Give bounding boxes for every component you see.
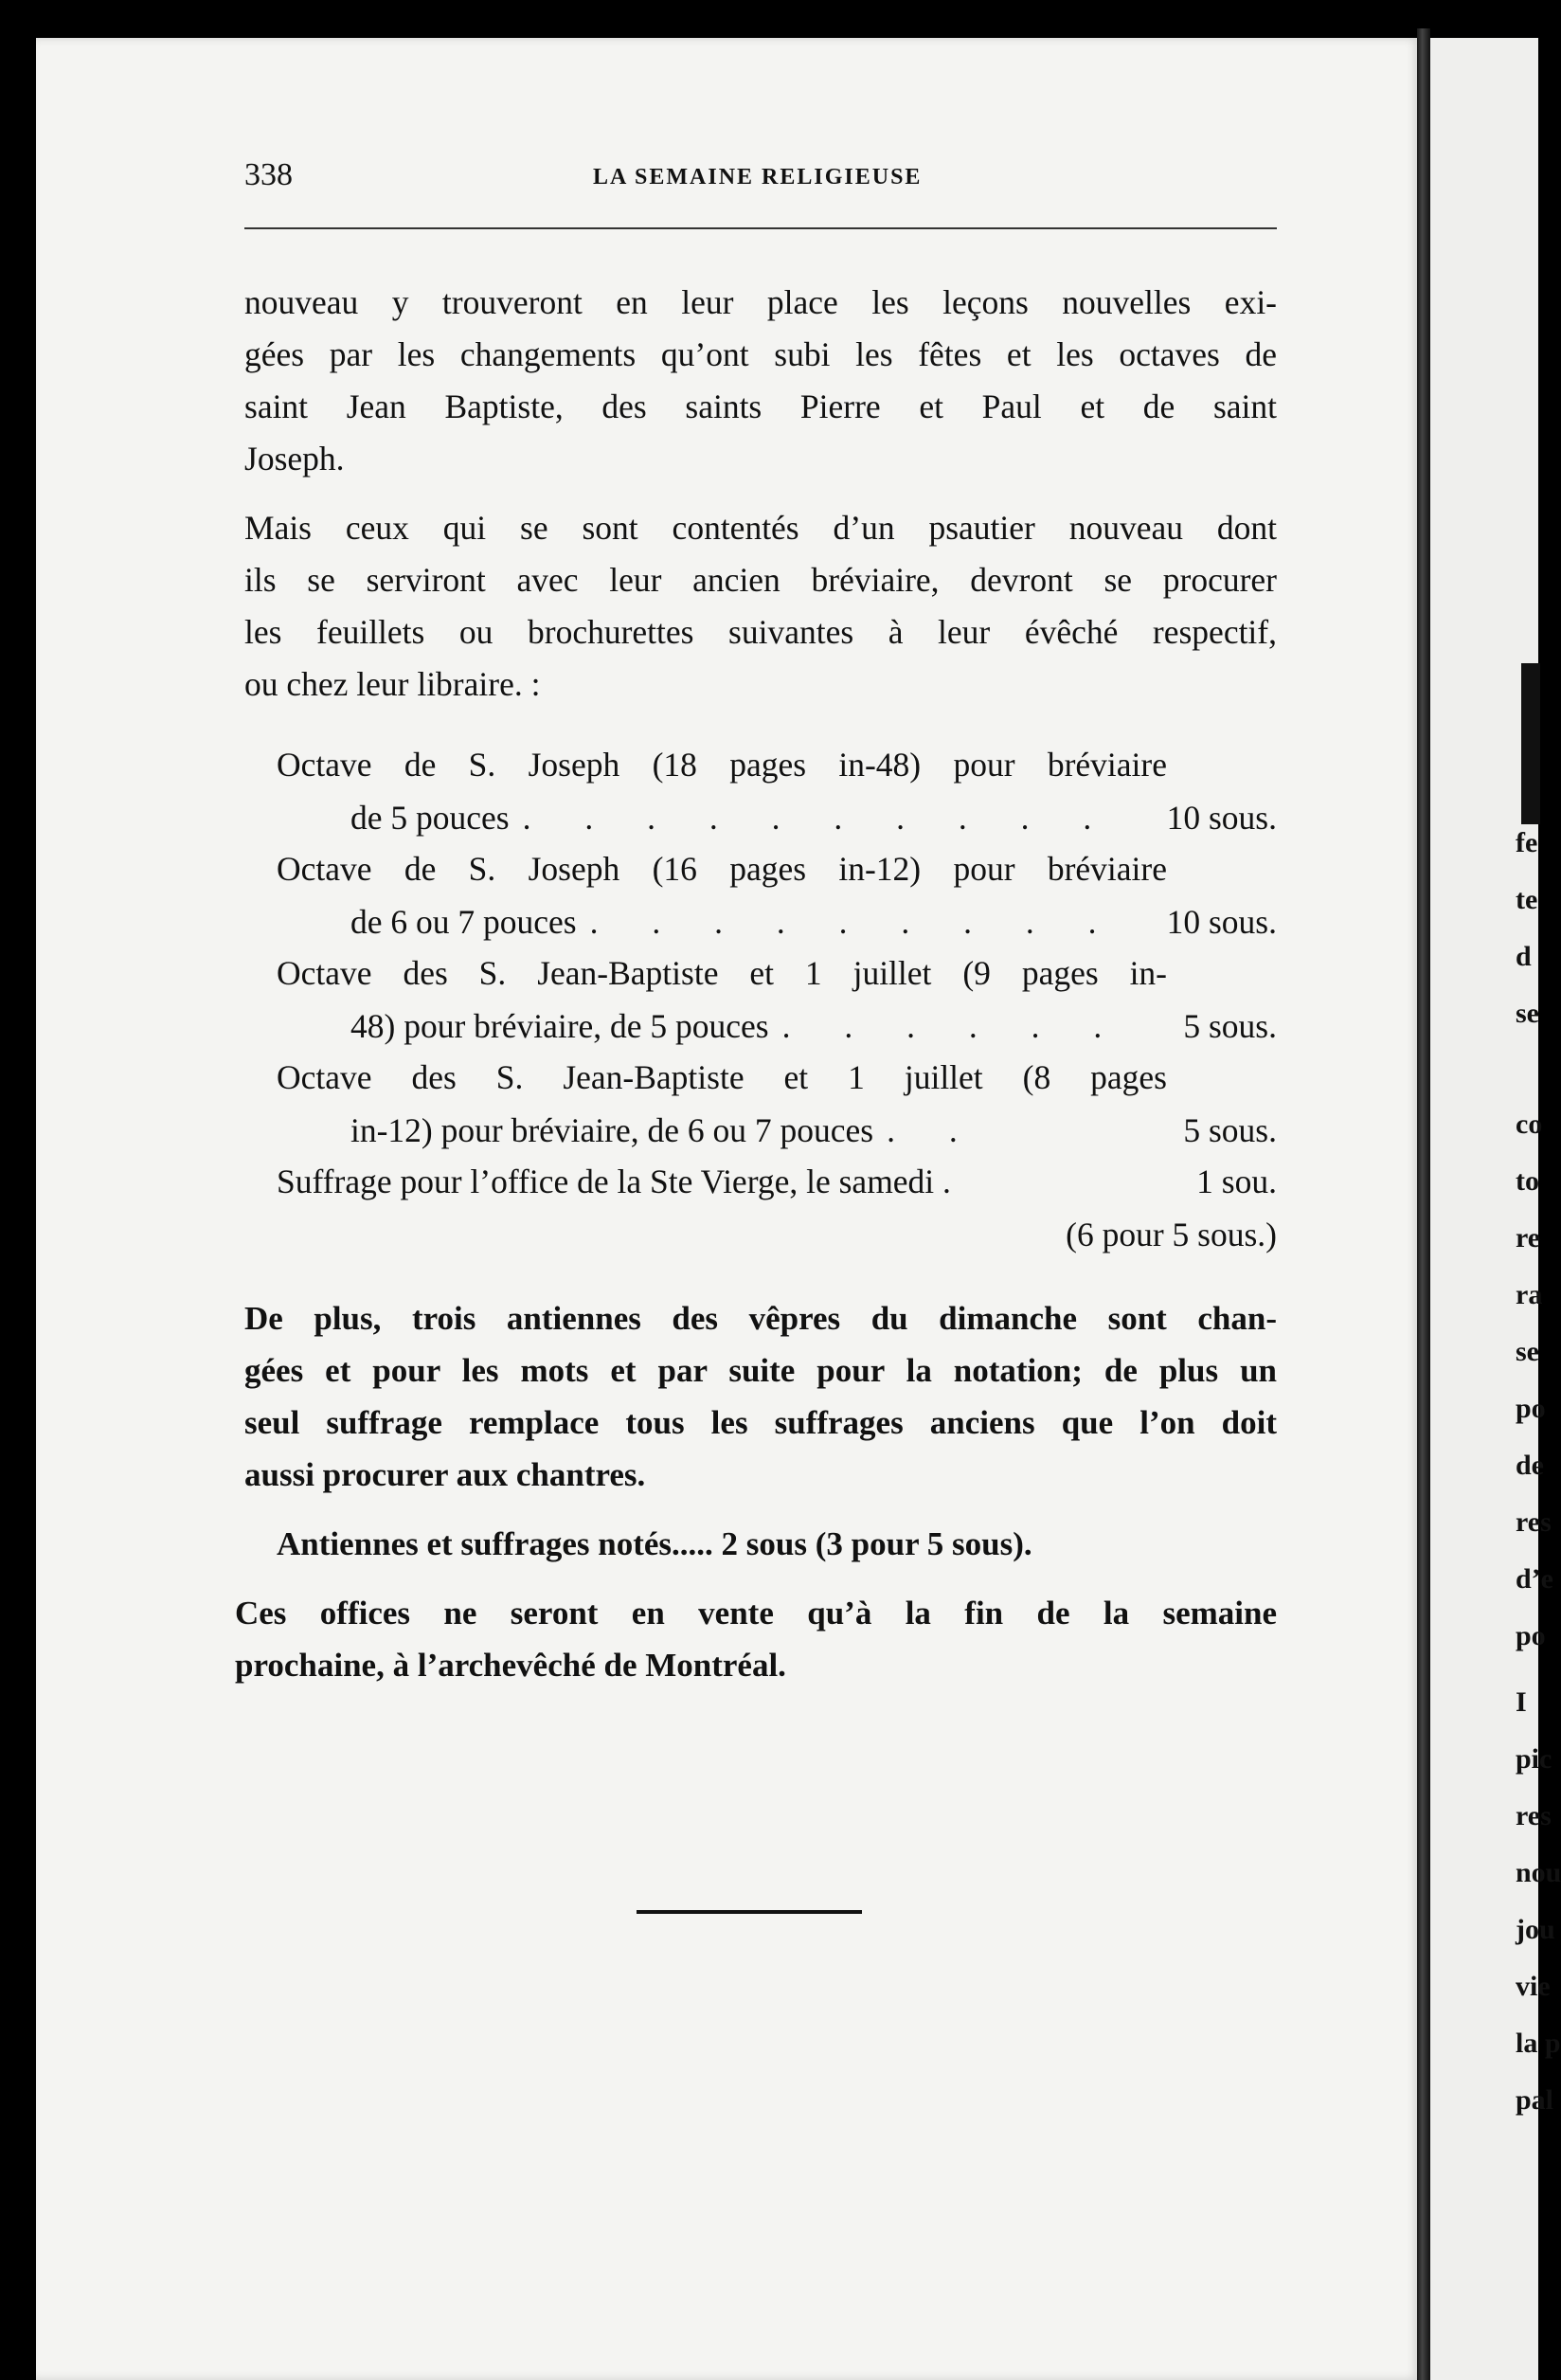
text-line: ou chez leur libraire. : [244, 665, 541, 703]
item-price: 10 sous. [1166, 903, 1277, 941]
list-item [244, 739, 1277, 843]
item-description: in-12) pour bréviaire, de 6 ou 7 pouces [350, 1111, 874, 1149]
leader-dots: . . . . . . . . . [589, 903, 1120, 941]
item-title: Octave de S. Joseph (18 pages in-48) pour bréviaire [277, 746, 1167, 784]
fragment: se [1516, 998, 1539, 1029]
price-list [244, 739, 1277, 1270]
text-line: Mais ceux qui se sont contentés d’un psautier nouveau dont [244, 509, 1277, 547]
fragment: to [1516, 1165, 1539, 1197]
text-line: saint Jean Baptiste, des saints Pierre et Paul et de saint [244, 388, 1277, 425]
right-page [1430, 38, 1561, 2380]
book-spine [1417, 28, 1430, 2380]
item-description: de 6 ou 7 pouces [350, 903, 577, 941]
fragment: po [1516, 1620, 1546, 1651]
fragment: res [1516, 1800, 1552, 1831]
list-item-suffrage [244, 1156, 1277, 1270]
fragment: la p [1516, 2028, 1561, 2059]
leader-dots: . . [887, 1111, 980, 1149]
fragment: se [1516, 1336, 1539, 1367]
page-header [244, 157, 1277, 199]
item-detail [350, 896, 1277, 948]
end-rule [637, 1910, 862, 1914]
fragment: res [1516, 1506, 1552, 1538]
fragment: de [1516, 1450, 1544, 1481]
right-page-text-fragments [1430, 38, 1561, 2380]
text-line: les feuillets ou brochurettes suivantes à leur évêché respectif, [244, 613, 1277, 651]
text-line: gées et pour les mots et par suite pour la notation; de plus un [244, 1352, 1277, 1389]
item-detail [350, 792, 1277, 844]
list-item [244, 843, 1277, 947]
paragraph-2 [244, 502, 1277, 711]
text-line: De plus, trois antiennes des vêpres du dimanche sont chan- [244, 1300, 1277, 1337]
text-line: aussi procurer aux chantres. [244, 1456, 646, 1493]
item-detail [350, 1001, 1277, 1053]
item-title [277, 1156, 1277, 1208]
fragment: d’e [1516, 1563, 1553, 1595]
text-line: seul suffrage remplace tous les suffrages anciens que l’on doit [244, 1404, 1277, 1441]
text-line: gées par les changements qu’ont subi les fêtes et les octaves de [244, 335, 1277, 373]
text-line: nouveau y trouveront en leur place les leçons nouvelles exi- [244, 283, 1277, 321]
fragment: te [1516, 884, 1538, 915]
running-title: LA SEMAINE RELIGIEUSE [593, 165, 923, 189]
item-price: 1 sou. [1196, 1163, 1277, 1200]
item-price: 5 sous. [1183, 1007, 1277, 1045]
item-note: (6 pour 5 sous.) [1066, 1216, 1277, 1253]
item-description: 48) pour bréviaire, de 5 pouces [350, 1007, 769, 1045]
text-line: Ces offices ne seront en vente qu’à la fin de la semaine [235, 1595, 1277, 1632]
text-line: ils se serviront avec leur ancien bréviaire, devront se procurer [244, 561, 1277, 599]
leader-dots: . . . . . . . . . . [522, 799, 1115, 837]
item-title: Octave des S. Jean-Baptiste et 1 juillet (9 pages in- [277, 954, 1167, 992]
item-description: Suffrage pour l’office de la Ste Vierge, le samedi . [277, 1163, 951, 1200]
fragment: nou [1516, 1857, 1561, 1888]
fragment: pal [1516, 2084, 1554, 2116]
fragment: pic [1516, 1743, 1552, 1775]
item-title: Octave des S. Jean-Baptiste et 1 juillet (8 pages [277, 1058, 1167, 1096]
item-price: 5 sous. [1183, 1111, 1277, 1149]
fragment: I [1516, 1686, 1527, 1718]
item-price: 10 sous. [1166, 799, 1277, 837]
paragraph-1 [244, 277, 1277, 485]
fragment: fe [1516, 827, 1538, 858]
header-rule [244, 227, 1277, 229]
leader-dots: . . . . . . [781, 1007, 1125, 1045]
item-detail [350, 1105, 1277, 1157]
fragment: ra [1516, 1279, 1543, 1310]
fragment: jou [1516, 1914, 1555, 1945]
fragment: co [1516, 1109, 1543, 1140]
list-item [244, 1052, 1277, 1156]
item-title: Octave de S. Joseph (16 pages in-12) pour bréviaire [277, 850, 1167, 888]
page-body [235, 277, 1277, 1708]
item-description: de 5 pouces [350, 799, 510, 837]
list-item [244, 947, 1277, 1052]
fragment: vie [1516, 1971, 1551, 2002]
page-number: 338 [244, 157, 293, 192]
text-line: Joseph. [244, 440, 345, 478]
paragraph-3 [244, 1292, 1277, 1501]
paragraph-4 [244, 1518, 1277, 1570]
text-line: Antiennes et suffrages notés..... 2 sous (3 pour 5 sous). [277, 1525, 1032, 1562]
paragraph-5 [235, 1587, 1277, 1691]
text-line: prochaine, à l’archevêché de Montréal. [235, 1647, 786, 1684]
fragment: po [1516, 1393, 1546, 1424]
fragment: re [1516, 1222, 1541, 1253]
fragment: d [1516, 941, 1532, 972]
